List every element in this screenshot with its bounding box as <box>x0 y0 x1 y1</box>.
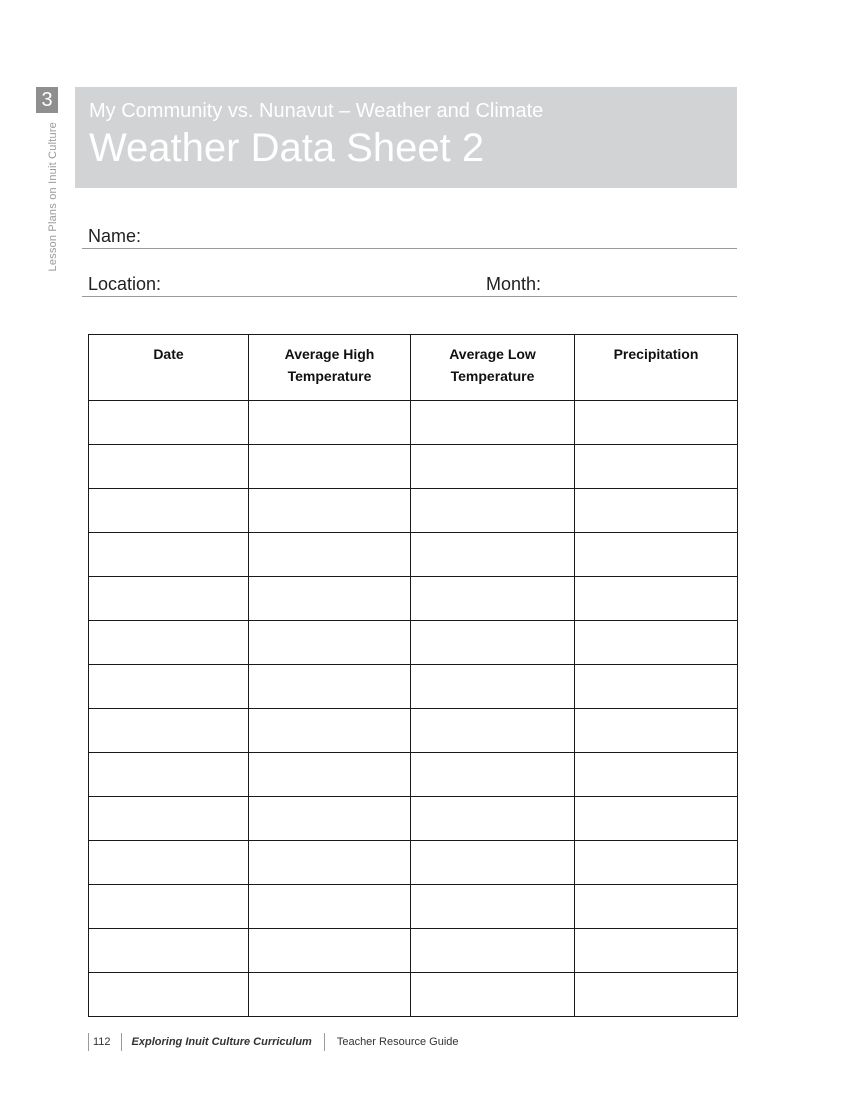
table-cell[interactable] <box>249 621 411 665</box>
table-row <box>89 797 738 841</box>
table-row <box>89 885 738 929</box>
table-row <box>89 973 738 1017</box>
table-cell[interactable] <box>411 577 575 621</box>
location-label: Location: <box>88 274 162 294</box>
table-cell[interactable] <box>89 753 249 797</box>
location-month-field-row <box>82 270 737 297</box>
table-cell[interactable] <box>575 665 738 709</box>
table-row <box>89 533 738 577</box>
table-cell[interactable] <box>89 929 249 973</box>
column-header-line: Temperature <box>450 368 535 384</box>
table-cell[interactable] <box>411 621 575 665</box>
table-row <box>89 445 738 489</box>
table-cell[interactable] <box>411 753 575 797</box>
column-header-date <box>89 335 249 401</box>
footer-divider <box>324 1033 325 1051</box>
table-cell[interactable] <box>249 841 411 885</box>
table-row <box>89 489 738 533</box>
table-row <box>89 929 738 973</box>
table-cell[interactable] <box>575 577 738 621</box>
book-title: Exploring Inuit Culture Curriculum <box>131 1036 312 1048</box>
table-cell[interactable] <box>575 885 738 929</box>
table-cell[interactable] <box>575 401 738 445</box>
table-cell[interactable] <box>575 753 738 797</box>
table-cell[interactable] <box>575 797 738 841</box>
chapter-number-badge: 3 <box>36 87 58 113</box>
table-row <box>89 401 738 445</box>
page-footer <box>88 1032 459 1052</box>
table-header-row <box>89 335 738 401</box>
table-body <box>89 401 738 1017</box>
column-header-average-high <box>249 335 411 401</box>
table-cell[interactable] <box>575 533 738 577</box>
table-cell[interactable] <box>249 973 411 1017</box>
table-cell[interactable] <box>575 489 738 533</box>
table-cell[interactable] <box>89 709 249 753</box>
page-title: Weather Data Sheet 2 <box>89 126 485 170</box>
table-cell[interactable] <box>249 665 411 709</box>
table-cell[interactable] <box>575 709 738 753</box>
table-cell[interactable] <box>249 533 411 577</box>
footer-divider <box>121 1033 122 1051</box>
table-cell[interactable] <box>575 973 738 1017</box>
table-cell[interactable] <box>249 797 411 841</box>
table-row <box>89 841 738 885</box>
table-cell[interactable] <box>411 709 575 753</box>
page-subtitle: My Community vs. Nunavut – Weather and Climate <box>89 100 544 122</box>
table-cell[interactable] <box>89 665 249 709</box>
side-section-label: Lesson Plans on Inuit Culture <box>47 122 59 272</box>
table-cell[interactable] <box>575 621 738 665</box>
table-row <box>89 577 738 621</box>
table-cell[interactable] <box>249 885 411 929</box>
table-cell[interactable] <box>249 753 411 797</box>
weather-data-table <box>88 334 738 1017</box>
table-cell[interactable] <box>89 401 249 445</box>
column-header-line: Precipitation <box>613 346 699 362</box>
table-cell[interactable] <box>249 929 411 973</box>
page-number: 112 <box>93 1036 111 1048</box>
table-cell[interactable] <box>249 445 411 489</box>
page-header <box>75 87 737 188</box>
footer-divider <box>88 1033 89 1051</box>
column-header-line: Date <box>153 346 184 362</box>
table-cell[interactable] <box>249 709 411 753</box>
column-header-line: Average Low <box>449 346 536 362</box>
name-label: Name: <box>88 226 142 246</box>
table-cell[interactable] <box>575 929 738 973</box>
table-cell[interactable] <box>411 489 575 533</box>
table-cell[interactable] <box>411 841 575 885</box>
table-cell[interactable] <box>575 841 738 885</box>
table-cell[interactable] <box>89 577 249 621</box>
table-cell[interactable] <box>249 489 411 533</box>
table-cell[interactable] <box>89 797 249 841</box>
name-field[interactable] <box>82 222 737 249</box>
table-cell[interactable] <box>411 533 575 577</box>
column-header-line: Average High <box>284 346 375 362</box>
table-cell[interactable] <box>89 841 249 885</box>
table-cell[interactable] <box>89 445 249 489</box>
table-row <box>89 621 738 665</box>
table-cell[interactable] <box>575 445 738 489</box>
table-cell[interactable] <box>89 489 249 533</box>
column-header-line: Temperature <box>287 368 372 384</box>
table-row <box>89 709 738 753</box>
table-cell[interactable] <box>411 445 575 489</box>
table-cell[interactable] <box>89 885 249 929</box>
guide-label: Teacher Resource Guide <box>336 1036 459 1048</box>
column-header-precipitation <box>575 335 738 401</box>
table-cell[interactable] <box>89 973 249 1017</box>
table-cell[interactable] <box>411 665 575 709</box>
table-cell[interactable] <box>89 533 249 577</box>
month-label: Month: <box>486 274 542 294</box>
table-cell[interactable] <box>411 797 575 841</box>
table-cell[interactable] <box>249 401 411 445</box>
table-row <box>89 753 738 797</box>
table-cell[interactable] <box>249 577 411 621</box>
table-cell[interactable] <box>411 973 575 1017</box>
table-cell[interactable] <box>411 401 575 445</box>
table-cell[interactable] <box>411 929 575 973</box>
table-row <box>89 665 738 709</box>
column-header-average-low <box>411 335 575 401</box>
table-cell[interactable] <box>411 885 575 929</box>
table-cell[interactable] <box>89 621 249 665</box>
